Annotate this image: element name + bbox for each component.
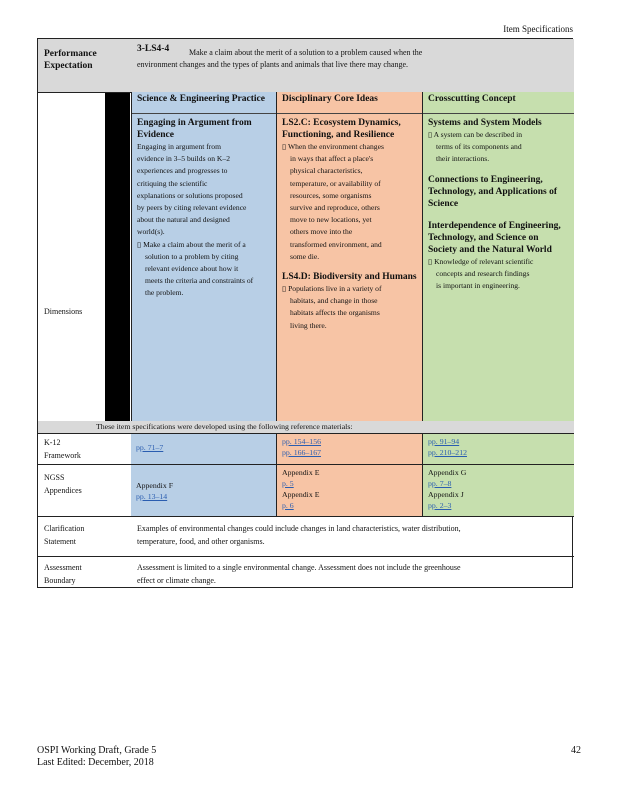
sep-heading: Science & Engineering Practice — [132, 92, 276, 114]
ngss-ccc-appendix-1: Appendix G — [428, 468, 467, 477]
k12-ccc-link-2[interactable]: pp. 210–212 — [428, 448, 467, 457]
k12-dci-link-1[interactable]: pp. 154–156 — [282, 437, 321, 446]
ngss-dci-appendix-2: Appendix E — [282, 490, 320, 499]
bullet-icon: ▯ — [428, 130, 434, 139]
k12-sep-cell — [131, 434, 276, 464]
dci-bullet-ls2c: ▯ When the environment changes in ways that affect a place's physical characteristics, temperature, or availability of resources, some organisms survive and reproduce, others move to new locations, yet others move into the transformed environment, and some die. — [282, 142, 384, 261]
bullet-icon: ▯ — [137, 239, 144, 249]
page-header: Item Specifications — [503, 24, 573, 34]
assessment-boundary-text: Assessment is limited to a single environmental change. Assessment does not include the greenhouse effect or climate change. — [137, 563, 461, 585]
dci-sub-ls4d: LS4.D: Biodiversity and Humans — [282, 272, 417, 283]
ngss-ccc-appendix-2: Appendix J — [428, 490, 464, 499]
ngss-ccc-cell — [422, 465, 574, 516]
k12-label: K-12 Framework — [44, 438, 81, 460]
footer-left — [37, 745, 156, 769]
bullet-icon: ▯ — [428, 256, 435, 266]
specification-table — [37, 38, 573, 588]
reference-note-row — [38, 421, 574, 433]
bullet-icon: ▯ — [282, 284, 289, 294]
assessment-boundary-row — [38, 557, 574, 589]
ngss-dci-cell — [276, 465, 422, 516]
footer-draft: OSPI Working Draft, Grade 5 — [37, 745, 157, 756]
sep-subheading: Engaging in Argument from Evidence — [137, 118, 252, 140]
dci-sub-ls2c: LS2.C: Ecosystem Dynamics, Functioning, and Resilience — [282, 118, 401, 140]
footer-edited: Last Edited: December, 2018 — [37, 757, 154, 768]
ngss-ccc-link-1[interactable]: pp. 7–8 — [428, 479, 452, 488]
k12-ccc-link-1[interactable]: pp. 91–94 — [428, 437, 460, 446]
ccc-sub-connections: Connections to Engineering, Technology, and Applications of Science — [428, 174, 557, 209]
k12-framework-row — [38, 433, 574, 465]
ngss-dci-link-1[interactable]: p. 5 — [282, 479, 294, 488]
dci-heading: Disciplinary Core Ideas — [277, 92, 422, 114]
dci-bullet-ls4d: ▯ Populations live in a variety of habitats, and change in those habitats affects the organisms living there. — [282, 284, 382, 330]
ccc-bullet-systems: ▯ A system can be described in terms of its components and their interactions. — [428, 130, 523, 164]
ccc-sub-systems: Systems and System Models — [428, 118, 542, 128]
ngss-dci-appendix-1: Appendix E — [282, 468, 320, 477]
ngss-sep-link[interactable]: pp. 13–14 — [136, 492, 168, 501]
ccc-bullet-interdependence: ▯ Knowledge of relevant scientific concepts and research findings is important in engineering. — [428, 256, 534, 291]
pe-text: Make a claim about the merit of a solution to a problem caused when the environment changes and the types of plants and animals that live there may change. — [137, 48, 423, 69]
ccc-sub-interdependence: Interdependence of Engineering, Technology, and Science on Society and the Natural World — [428, 220, 561, 255]
sep-column — [131, 92, 276, 421]
sep-bullet: ▯ Make a claim about the merit of a solution to a problem by citing relevant evidence about how it meets the criteria and constraints of the problem. — [137, 239, 254, 298]
assessment-boundary-label: Assessment Boundary — [44, 563, 82, 585]
ngss-label: NGSS Appendices — [44, 473, 82, 495]
ngss-dci-link-2[interactable]: p. 6 — [282, 501, 294, 510]
k12-dci-cell — [276, 434, 422, 464]
pe-code: 3-LS4-4 — [137, 44, 170, 54]
dimensions-label: Dimensions — [44, 307, 83, 316]
ngss-ccc-link-2[interactable]: pp. 2–3 — [428, 501, 452, 510]
ngss-appendices-row — [38, 465, 574, 517]
pe-label: Performance Expectation — [44, 49, 97, 71]
ngss-sep-appendix: Appendix F — [136, 481, 174, 490]
clarification-text: Examples of environmental changes could include changes in land characteristics, water distribution, temperature, food, and other organisms. — [137, 524, 461, 546]
ccc-heading: Crosscutting Concept — [423, 92, 574, 114]
dci-column — [276, 92, 422, 421]
page-number: 42 — [571, 745, 581, 756]
redaction-bar — [105, 93, 130, 421]
ccc-column — [422, 92, 574, 421]
performance-expectation-row — [38, 39, 574, 93]
reference-note: These item specifications were developed using the following reference materials: — [96, 422, 353, 431]
k12-sep-link[interactable]: pp. 71–7 — [136, 443, 164, 452]
clarification-row — [38, 517, 574, 557]
sep-paragraph: Engaging in argument from evidence in 3–5 builds on K–2 experiences and progresses to critiquing the scientific explanations or solutions proposed by peers by citing relevant evidence about the natural and designed world(s). — [137, 142, 247, 237]
ngss-sep-cell — [131, 465, 276, 516]
k12-dci-link-2[interactable]: pp. 166–167 — [282, 448, 321, 457]
k12-ccc-cell — [422, 434, 574, 464]
clarification-label: Clarification Statement — [44, 524, 85, 546]
bullet-icon: ▯ — [282, 142, 288, 151]
